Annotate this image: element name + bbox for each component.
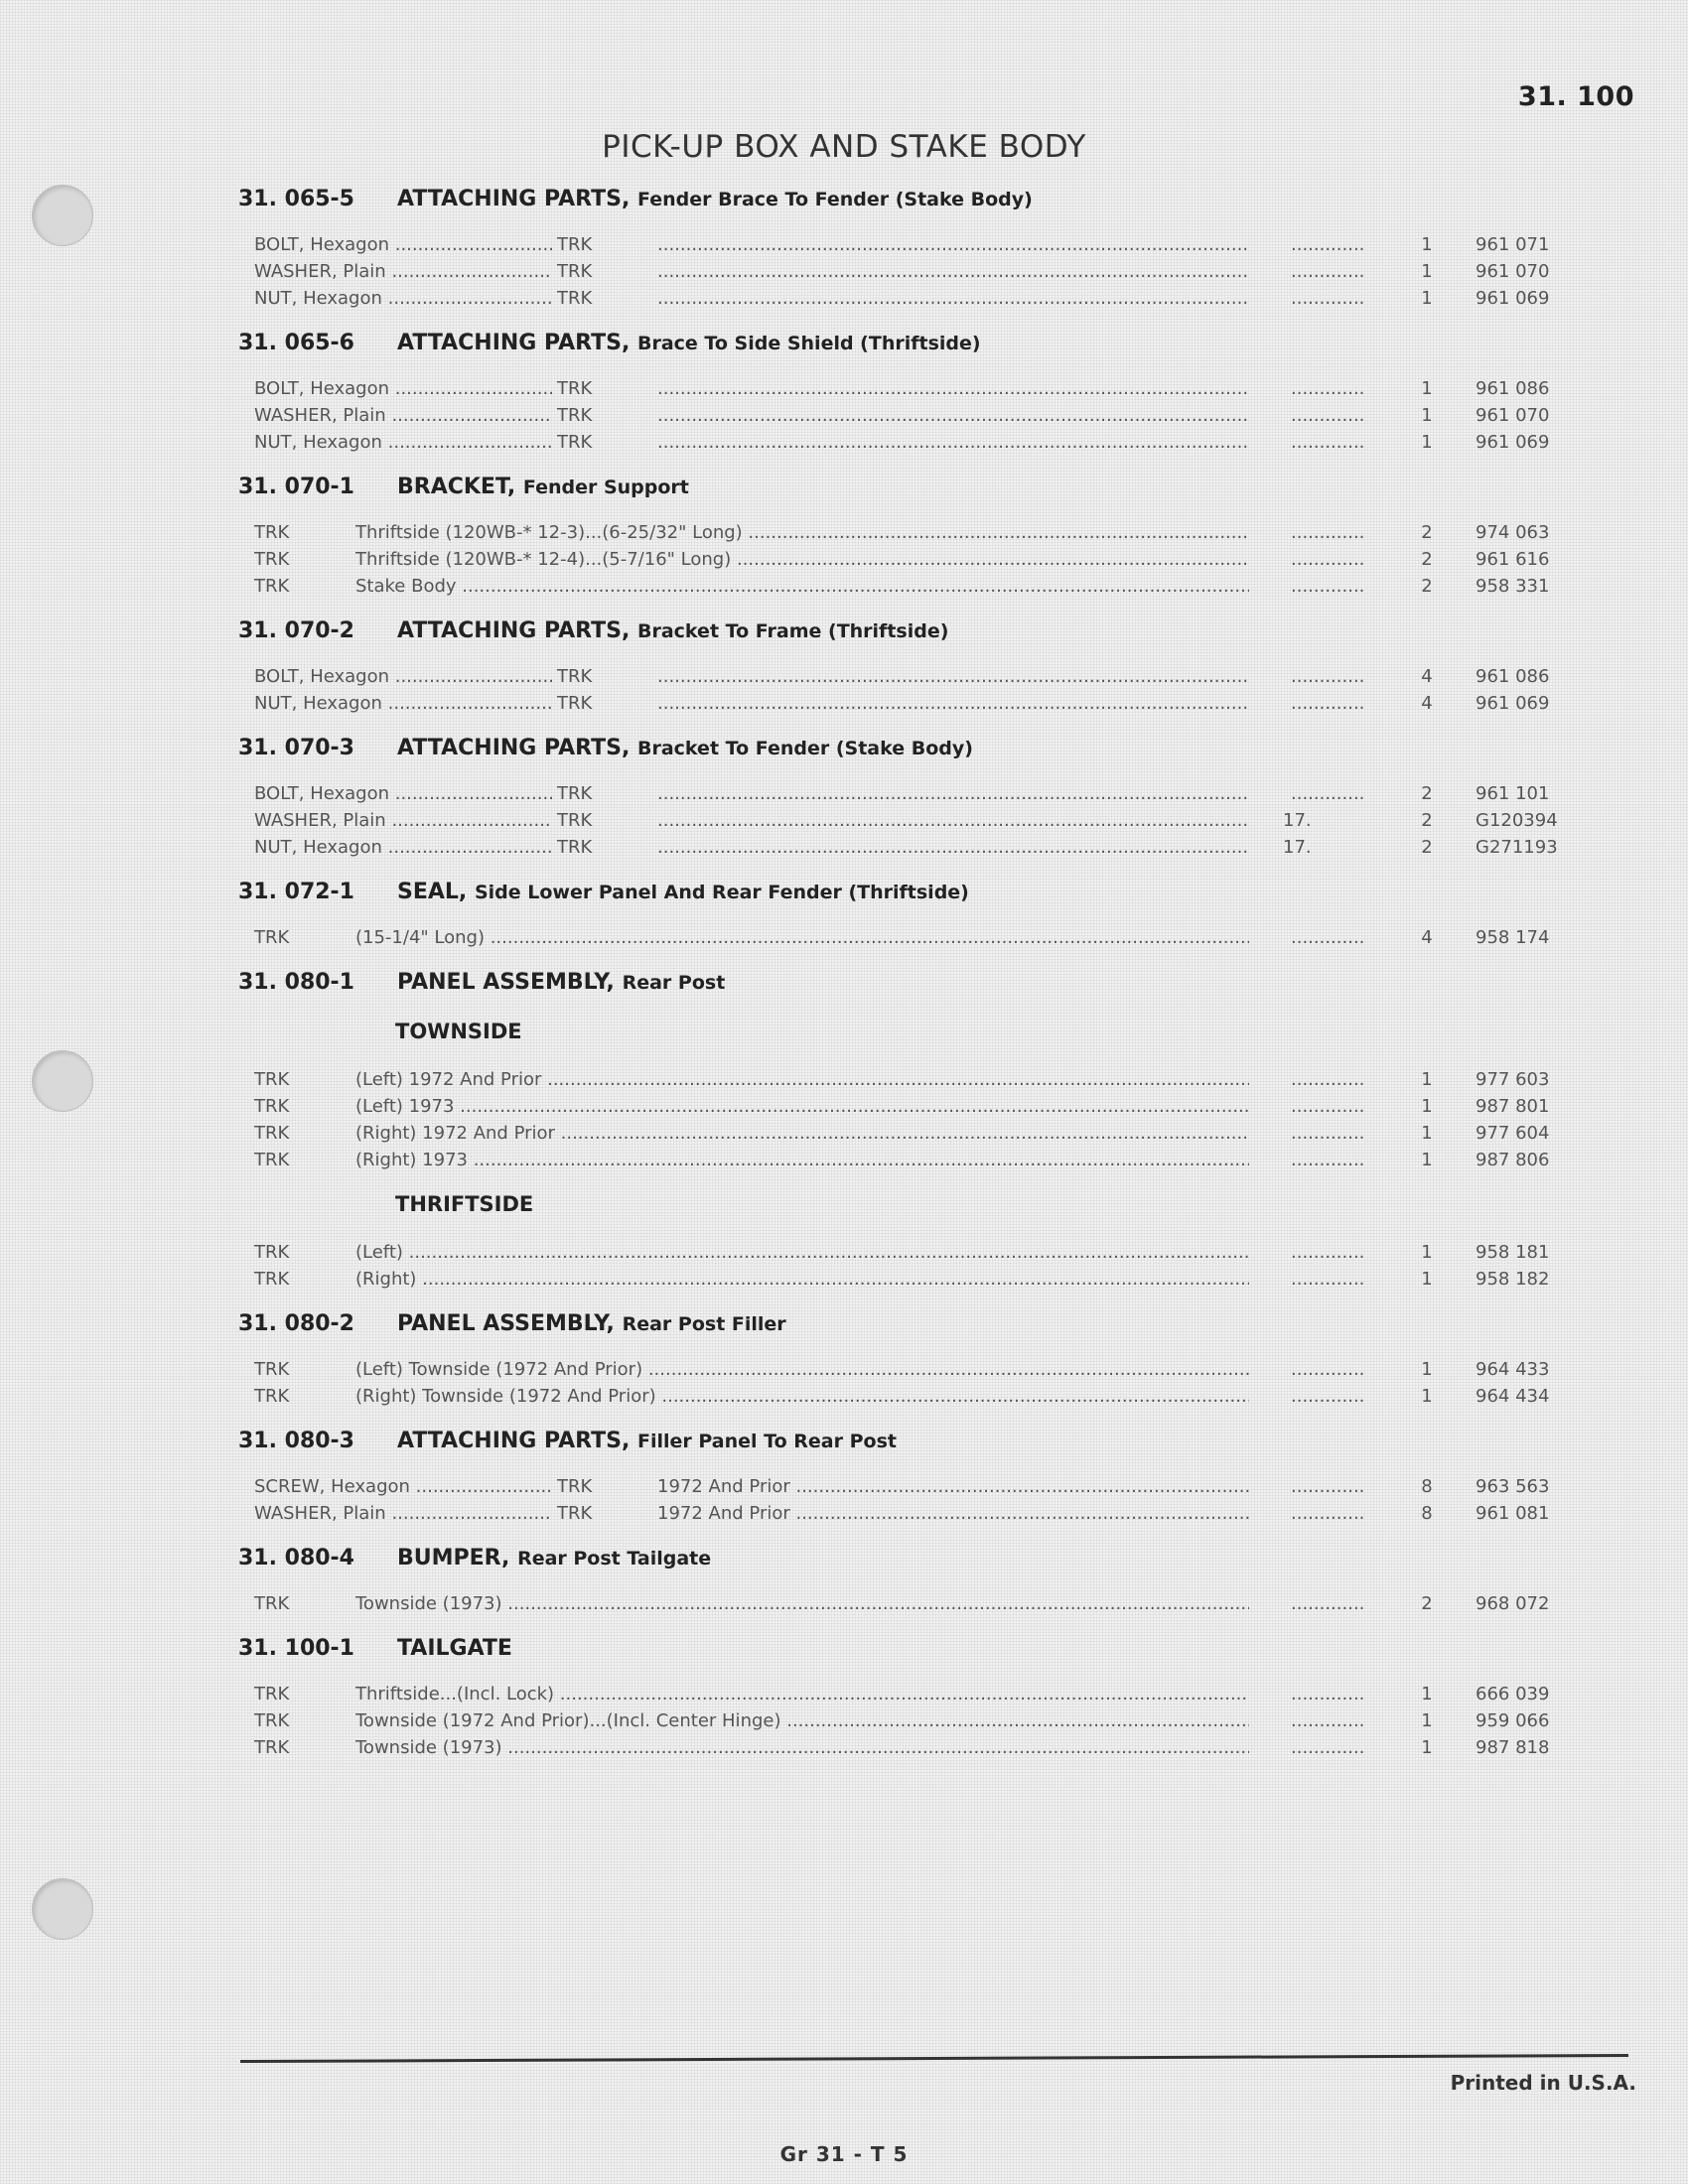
model-code: TRK: [254, 927, 290, 948]
part-row: [0, 783, 1688, 810]
quantity: 1: [1421, 1096, 1433, 1117]
leader-dots: [1291, 1096, 1364, 1117]
part-description: Townside (1973) .....: [355, 1593, 1249, 1614]
section-description: Fender Support: [522, 477, 689, 498]
leader-dots: [1291, 1737, 1364, 1758]
page-title: PICK-UP BOX AND STAKE BODY: [602, 129, 1086, 165]
leader-dots: [1291, 1359, 1364, 1380]
section-separator: ,: [606, 1311, 623, 1336]
part-row: [0, 1593, 1688, 1620]
leader-dots: [1291, 1386, 1364, 1407]
section-separator: ,: [506, 475, 523, 499]
leader-dots: [1291, 405, 1364, 426]
section-separator: ,: [621, 618, 637, 643]
section-header: [0, 1309, 1688, 1345]
parts-rows: [0, 1593, 1688, 1620]
section-header: [0, 1544, 1688, 1579]
part-number: 958 182: [1476, 1269, 1550, 1290]
quantity: 2: [1421, 1593, 1433, 1614]
section-header: [0, 1427, 1688, 1462]
section-separator: ,: [621, 1429, 637, 1453]
model-code: TRK: [557, 378, 593, 399]
model-code: TRK: [557, 666, 593, 687]
part-description: [657, 837, 1249, 858]
section-title: [397, 736, 973, 760]
part-number: 958 181: [1476, 1242, 1550, 1263]
parts-rows: [0, 234, 1688, 315]
model-code: TRK: [254, 1710, 290, 1731]
section-name: BUMPER: [397, 1546, 502, 1570]
leader-dots: [1291, 927, 1364, 948]
section-separator: ,: [458, 880, 475, 904]
leader-dots: [1291, 549, 1364, 570]
quantity: 4: [1421, 693, 1433, 714]
leader-dots: [1291, 576, 1364, 597]
quantity: 2: [1421, 783, 1433, 804]
part-row: [0, 1503, 1688, 1530]
section-separator: ,: [501, 1546, 518, 1570]
section-code: 31. 072-1: [238, 880, 354, 904]
quantity: 1: [1421, 1684, 1433, 1705]
leader-dots: [1291, 522, 1364, 543]
model-code: TRK: [254, 1737, 290, 1758]
section-header: [0, 968, 1688, 1004]
part-row: [0, 1710, 1688, 1737]
part-row: [0, 549, 1688, 576]
part-number: 666 039: [1476, 1684, 1550, 1705]
parts-rows: [0, 1359, 1688, 1413]
section-separator: ,: [621, 331, 637, 355]
part-row: [0, 810, 1688, 837]
reference-number: 17.: [1283, 810, 1312, 831]
part-description: Thriftside (120WB-* 12-3)...(6-25/32" Long) .....: [355, 522, 1249, 543]
part-number: 961 071: [1476, 234, 1550, 255]
part-name: BOLT, Hexagon .....: [254, 378, 552, 399]
part-row: [0, 1242, 1688, 1269]
section-title: [397, 1546, 711, 1570]
part-description: (Left) 1972 And Prior .....: [355, 1069, 1249, 1090]
part-description: (Right) 1973 .....: [355, 1150, 1249, 1170]
section-name: BRACKET: [397, 475, 507, 499]
section-title: [397, 1636, 512, 1661]
model-code: TRK: [557, 810, 593, 831]
quantity: 2: [1421, 837, 1433, 858]
part-row: [0, 522, 1688, 549]
leader-dots: [1291, 378, 1364, 399]
section-description: Rear Post Filler: [622, 1313, 786, 1335]
leader-dots: [1291, 1684, 1364, 1705]
subgroup-label: TOWNSIDE: [395, 1020, 522, 1043]
part-number: 963 563: [1476, 1476, 1550, 1497]
section-header: [0, 1634, 1688, 1670]
subgroup-heading: [0, 1190, 1688, 1224]
parts-rows: [0, 783, 1688, 864]
model-code: TRK: [254, 576, 290, 597]
subgroup-heading: [0, 1018, 1688, 1051]
part-number: 961 086: [1476, 378, 1550, 399]
section-header: [0, 878, 1688, 913]
part-row: [0, 1684, 1688, 1710]
part-number: 961 069: [1476, 693, 1550, 714]
part-description: [657, 378, 1249, 399]
part-row: [0, 261, 1688, 288]
part-row: [0, 837, 1688, 864]
parts-rows: [0, 1684, 1688, 1764]
section-name: ATTACHING PARTS: [397, 736, 622, 760]
section-code: 31. 080-3: [238, 1429, 354, 1453]
leader-dots: [1291, 288, 1364, 309]
part-name: NUT, Hexagon .....: [254, 432, 552, 453]
section-header: [0, 734, 1688, 769]
quantity: 8: [1421, 1476, 1433, 1497]
quantity: 1: [1421, 378, 1433, 399]
leader-dots: [1291, 666, 1364, 687]
part-description: [657, 693, 1249, 714]
part-number: G271193: [1476, 837, 1558, 858]
section-name: ATTACHING PARTS: [397, 1429, 622, 1453]
section-header: [0, 329, 1688, 364]
quantity: 1: [1421, 261, 1433, 282]
part-name: WASHER, Plain .....: [254, 810, 552, 831]
part-row: [0, 288, 1688, 315]
model-code: TRK: [557, 234, 593, 255]
part-description: [657, 288, 1249, 309]
part-number: G120394: [1476, 810, 1558, 831]
part-name: SCREW, Hexagon .....: [254, 1476, 552, 1497]
section-name: PANEL ASSEMBLY: [397, 970, 607, 995]
section-description: Brace To Side Shield (Thriftside): [637, 333, 981, 354]
section-code: 31. 065-6: [238, 331, 354, 355]
model-code: TRK: [254, 1593, 290, 1614]
model-code: TRK: [254, 1242, 290, 1263]
quantity: 1: [1421, 1359, 1433, 1380]
quantity: 1: [1421, 432, 1433, 453]
quantity: 1: [1421, 234, 1433, 255]
part-number: 959 066: [1476, 1710, 1550, 1731]
section-description: Bracket To Fender (Stake Body): [637, 738, 973, 759]
quantity: 2: [1421, 810, 1433, 831]
part-name: BOLT, Hexagon .....: [254, 666, 552, 687]
section-name: ATTACHING PARTS: [397, 187, 622, 211]
section-description: Fender Brace To Fender (Stake Body): [637, 189, 1033, 210]
model-code: TRK: [254, 1123, 290, 1144]
part-description: [657, 810, 1249, 831]
part-row: [0, 1386, 1688, 1413]
quantity: 1: [1421, 288, 1433, 309]
leader-dots: [1291, 693, 1364, 714]
parts-list: [0, 185, 1688, 1778]
part-description: (15-1/4" Long) .....: [355, 927, 1249, 948]
reference-number: 17.: [1283, 837, 1312, 858]
part-description: [657, 234, 1249, 255]
part-name: WASHER, Plain .....: [254, 261, 552, 282]
group-reference: Gr 31 - T 5: [779, 2142, 909, 2166]
quantity: 1: [1421, 1710, 1433, 1731]
section-title: [397, 970, 725, 995]
model-code: TRK: [557, 783, 593, 804]
leader-dots: [1291, 1503, 1364, 1524]
quantity: 1: [1421, 1069, 1433, 1090]
section-code: 31. 080-1: [238, 970, 354, 995]
quantity: 1: [1421, 1150, 1433, 1170]
section-title: [397, 1429, 897, 1453]
leader-dots: [1291, 1710, 1364, 1731]
model-code: TRK: [254, 1096, 290, 1117]
quantity: 2: [1421, 522, 1433, 543]
part-description: Stake Body .....: [355, 576, 1249, 597]
parts-rows: [0, 1069, 1688, 1176]
model-code: TRK: [557, 1503, 593, 1524]
part-row: [0, 1123, 1688, 1150]
part-number: 961 070: [1476, 261, 1550, 282]
parts-rows: [0, 1242, 1688, 1296]
part-name: WASHER, Plain .....: [254, 405, 552, 426]
section-separator: ,: [621, 187, 637, 211]
part-number: 961 616: [1476, 549, 1550, 570]
model-code: TRK: [254, 1150, 290, 1170]
quantity: 1: [1421, 405, 1433, 426]
part-row: [0, 666, 1688, 693]
footer-rule: [240, 2054, 1628, 2063]
leader-dots: [1291, 234, 1364, 255]
quantity: 8: [1421, 1503, 1433, 1524]
part-number: 977 604: [1476, 1123, 1550, 1144]
quantity: 4: [1421, 927, 1433, 948]
model-code: TRK: [254, 1069, 290, 1090]
binder-hole-bottom: [32, 1878, 93, 1940]
leader-dots: [1291, 1069, 1364, 1090]
part-description: Thriftside (120WB-* 12-4)...(5-7/16" Long) .....: [355, 549, 1249, 570]
part-row: [0, 1476, 1688, 1503]
leader-dots: [1291, 1150, 1364, 1170]
model-code: TRK: [254, 1684, 290, 1705]
part-number: 987 806: [1476, 1150, 1550, 1170]
part-number: 961 070: [1476, 405, 1550, 426]
section-description: Bracket To Frame (Thriftside): [637, 620, 949, 642]
section-code: 31. 100-1: [238, 1636, 354, 1661]
section-code: 31. 080-2: [238, 1311, 354, 1336]
part-row: [0, 405, 1688, 432]
parts-rows: [0, 927, 1688, 954]
part-row: [0, 1096, 1688, 1123]
part-number: 961 086: [1476, 666, 1550, 687]
part-description: [657, 783, 1249, 804]
section-code: 31. 070-1: [238, 475, 354, 499]
section-name: ATTACHING PARTS: [397, 331, 622, 355]
part-number: 961 069: [1476, 288, 1550, 309]
section-header: [0, 473, 1688, 508]
part-number: 974 063: [1476, 522, 1550, 543]
model-code: TRK: [557, 693, 593, 714]
part-number: 958 174: [1476, 927, 1550, 948]
parts-rows: [0, 666, 1688, 720]
part-description: (Left) 1973 .....: [355, 1096, 1249, 1117]
section-title: [397, 1311, 786, 1336]
part-row: [0, 693, 1688, 720]
leader-dots: [1291, 783, 1364, 804]
section-code: 31. 070-2: [238, 618, 354, 643]
part-description: [657, 666, 1249, 687]
section-code: 31. 065-5: [238, 187, 354, 211]
leader-dots: [1291, 1476, 1364, 1497]
part-description: (Right) Townside (1972 And Prior) .....: [355, 1386, 1249, 1407]
part-number: 961 069: [1476, 432, 1550, 453]
part-row: [0, 576, 1688, 603]
part-name: BOLT, Hexagon .....: [254, 234, 552, 255]
part-row: [0, 1269, 1688, 1296]
section-separator: ,: [621, 736, 637, 760]
quantity: 1: [1421, 1386, 1433, 1407]
part-row: [0, 432, 1688, 459]
leader-dots: [1291, 1242, 1364, 1263]
model-code: TRK: [557, 432, 593, 453]
part-row: [0, 1359, 1688, 1386]
part-description: [657, 261, 1249, 282]
page-number: 31. 100: [1517, 81, 1634, 112]
part-row: [0, 927, 1688, 954]
subgroup-label: THRIFTSIDE: [395, 1192, 534, 1216]
section-name: TAILGATE: [397, 1636, 512, 1661]
section-title: [397, 475, 689, 499]
model-code: TRK: [557, 288, 593, 309]
part-number: 961 101: [1476, 783, 1550, 804]
part-number: 961 081: [1476, 1503, 1550, 1524]
section-title: [397, 880, 969, 904]
part-row: [0, 1150, 1688, 1176]
part-number: 987 818: [1476, 1737, 1550, 1758]
section-name: ATTACHING PARTS: [397, 618, 622, 643]
part-row: [0, 1069, 1688, 1096]
part-description: 1972 And Prior .....: [657, 1476, 1249, 1497]
section-code: 31. 070-3: [238, 736, 354, 760]
model-code: TRK: [557, 837, 593, 858]
quantity: 1: [1421, 1123, 1433, 1144]
leader-dots: [1291, 1269, 1364, 1290]
part-name: BOLT, Hexagon .....: [254, 783, 552, 804]
part-name: NUT, Hexagon .....: [254, 288, 552, 309]
part-row: [0, 378, 1688, 405]
model-code: TRK: [254, 1269, 290, 1290]
quantity: 1: [1421, 1242, 1433, 1263]
model-code: TRK: [254, 549, 290, 570]
model-code: TRK: [254, 1386, 290, 1407]
part-description: [657, 432, 1249, 453]
leader-dots: [1291, 261, 1364, 282]
part-description: (Left) Townside (1972 And Prior) .....: [355, 1359, 1249, 1380]
model-code: TRK: [254, 1359, 290, 1380]
part-description: Thriftside...(Incl. Lock) .....: [355, 1684, 1249, 1705]
quantity: 1: [1421, 1269, 1433, 1290]
quantity: 4: [1421, 666, 1433, 687]
model-code: TRK: [557, 1476, 593, 1497]
part-name: WASHER, Plain .....: [254, 1503, 552, 1524]
part-row: [0, 234, 1688, 261]
part-description: 1972 And Prior .....: [657, 1503, 1249, 1524]
leader-dots: [1291, 1123, 1364, 1144]
parts-rows: [0, 378, 1688, 459]
leader-dots: [1291, 432, 1364, 453]
part-description: [657, 405, 1249, 426]
printed-note: Printed in U.S.A.: [1450, 2071, 1636, 2095]
section-title: [397, 187, 1033, 211]
section-header: [0, 616, 1688, 652]
part-description: (Right) 1972 And Prior .....: [355, 1123, 1249, 1144]
part-description: (Left) .....: [355, 1242, 1249, 1263]
section-name: SEAL: [397, 880, 459, 904]
section-description: Side Lower Panel And Rear Fender (Thriftside): [474, 882, 969, 903]
model-code: TRK: [254, 522, 290, 543]
parts-rows: [0, 1476, 1688, 1530]
part-row: [0, 1737, 1688, 1764]
part-number: 964 434: [1476, 1386, 1550, 1407]
parts-rows: [0, 522, 1688, 603]
part-description: Townside (1973) .....: [355, 1737, 1249, 1758]
part-description: (Right) .....: [355, 1269, 1249, 1290]
part-number: 958 331: [1476, 576, 1550, 597]
section-description: Filler Panel To Rear Post: [637, 1431, 897, 1452]
model-code: TRK: [557, 405, 593, 426]
quantity: 2: [1421, 549, 1433, 570]
section-title: [397, 618, 948, 643]
section-title: [397, 331, 981, 355]
part-name: NUT, Hexagon .....: [254, 693, 552, 714]
quantity: 2: [1421, 576, 1433, 597]
section-description: Rear Post: [622, 972, 726, 994]
part-number: 964 433: [1476, 1359, 1550, 1380]
part-number: 987 801: [1476, 1096, 1550, 1117]
part-number: 977 603: [1476, 1069, 1550, 1090]
leader-dots: [1291, 1593, 1364, 1614]
section-description: Rear Post Tailgate: [517, 1548, 712, 1570]
part-name: NUT, Hexagon .....: [254, 837, 552, 858]
model-code: TRK: [557, 261, 593, 282]
part-number: 968 072: [1476, 1593, 1550, 1614]
section-separator: ,: [606, 970, 623, 995]
section-code: 31. 080-4: [238, 1546, 354, 1570]
section-name: PANEL ASSEMBLY: [397, 1311, 607, 1336]
section-header: [0, 185, 1688, 220]
quantity: 1: [1421, 1737, 1433, 1758]
part-description: Townside (1972 And Prior)...(Incl. Center Hinge) .....: [355, 1710, 1249, 1731]
